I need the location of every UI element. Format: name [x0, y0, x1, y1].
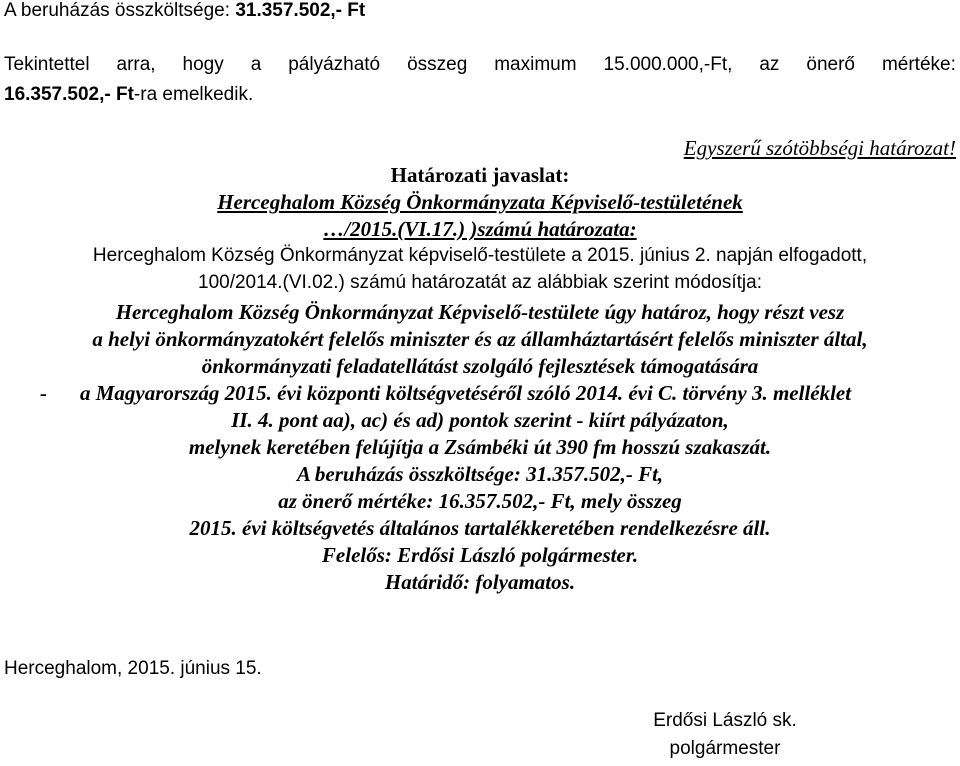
intro-word: önerő — [806, 54, 855, 75]
signature-title: polgármester — [669, 738, 781, 759]
decision-line-4: a Magyarország 2015. évi központi költségvetéséről szóló 2014. évi C. törvény 3. melléklet — [80, 381, 852, 405]
majority-note: Egyszerű szótöbbségi határozat! — [683, 136, 956, 160]
intro-word: hogy — [182, 54, 224, 75]
place-date: Herceghalom, 2015. június 15. — [4, 658, 262, 679]
intro-word: összeg — [407, 54, 468, 75]
decision-line-7: A beruházás összköltsége: 31.357.502,- Ft, — [296, 462, 664, 486]
proposal-title: Határozati javaslat: — [390, 163, 570, 187]
intro-line-1 — [4, 54, 956, 76]
intro-word: arra, — [116, 54, 156, 75]
body-plain-line-1: Herceghalom Község Önkormányzat képviselő-testülete a 2015. június 2. napján elfogadott, — [92, 245, 868, 266]
intro-word: a — [250, 54, 262, 75]
decision-line-5: II. 4. pont aa), ac) és ad) pontok szerint - kiírt pályázaton, — [231, 408, 729, 432]
cost-summary-line — [4, 0, 960, 22]
decision-line-6: melynek keretében felújítja a Zsámbéki út 390 fm hosszú szakaszát. — [188, 435, 772, 459]
council-name: Herceghalom Község Önkormányzata Képviselő-testületének — [217, 190, 743, 214]
intro-word: 15.000.000,-Ft, — [603, 54, 733, 75]
decision-dash: - — [40, 381, 47, 405]
decision-line-8: az önerő mértéke: 16.357.502,- Ft, mely összeg — [278, 489, 682, 513]
cost-summary-amount: 31.357.502,- Ft — [235, 0, 366, 21]
intro-word: az — [759, 54, 780, 75]
intro-amount: 16.357.502,- Ft — [4, 84, 134, 105]
signature-name: Erdősi László sk. — [653, 710, 797, 731]
intro-line-2 — [4, 84, 960, 106]
resolution-number: …/2015.(VI.17.) )számú határozata: — [323, 217, 637, 241]
intro-rest: -ra emelkedik. — [133, 84, 254, 105]
decision-line-9: 2015. évi költségvetés általános tartalékkeretében rendelkezésre áll. — [189, 516, 771, 540]
responsible-line: Felelős: Erdősi László polgármester. — [321, 543, 639, 567]
cost-summary-label: A beruházás összköltsége: — [4, 0, 236, 21]
body-plain-line-2: 100/2014.(VI.02.) számú határozatát az alábbiak szerint módosítja: — [198, 272, 762, 293]
intro-word: Tekintettel — [4, 54, 90, 75]
decision-line-2: a helyi önkormányzatokért felelős miniszter és az államháztartásért felelős miniszter által, — [92, 327, 868, 351]
intro-word: mértéke: — [881, 54, 956, 75]
intro-word: pályázható — [288, 54, 381, 75]
decision-line-3: önkormányzati feladatellátást szolgáló fejlesztések támogatására — [201, 354, 759, 378]
intro-word: maximum — [494, 54, 577, 75]
deadline-line: Határidő: folyamatos. — [384, 570, 576, 594]
decision-line-1: Herceghalom Község Önkormányzat Képviselő-testülete úgy határoz, hogy részt vesz — [115, 300, 845, 324]
